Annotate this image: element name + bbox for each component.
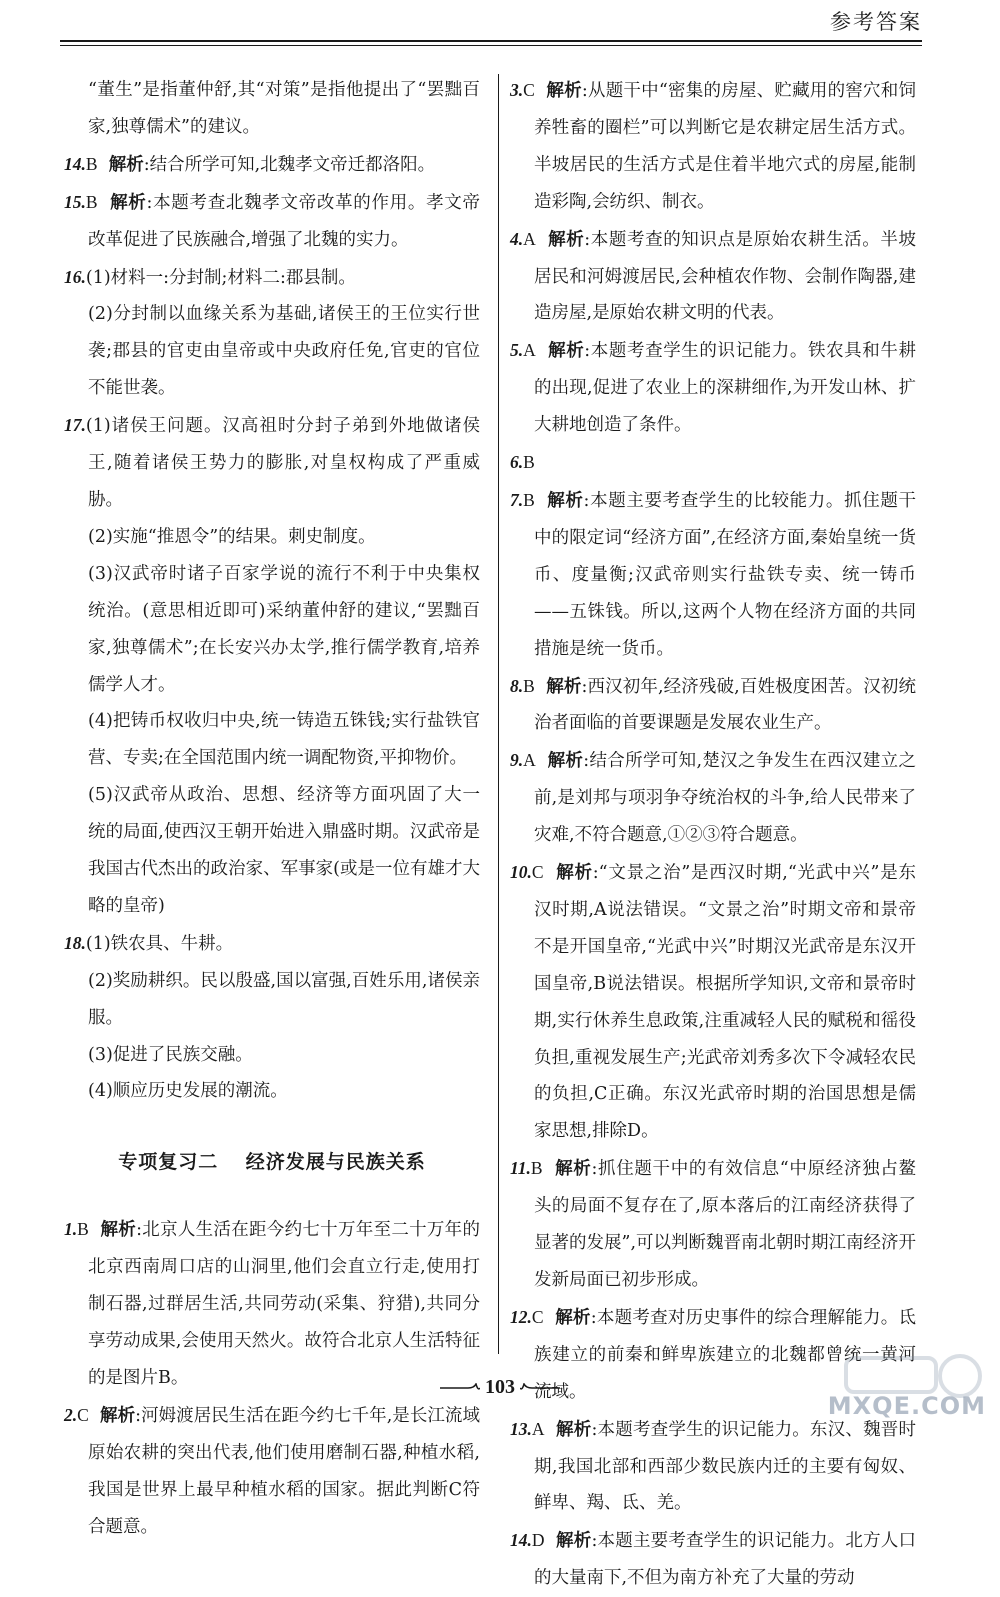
page-number: 103 bbox=[485, 1376, 515, 1398]
watermark-text: MXQE.COM bbox=[827, 1392, 986, 1420]
answer-8: 8.B 解析:西汉初年,经济残破,百姓极度困苦。汉初统治者面临的首要课题是发展农业生产。 bbox=[510, 675, 917, 734]
answer-17-part-3: (3)汉武帝时诸子百家学说的流行不利于中央集权统治。(意思相近即可)采纳董仲舒的建议,“罢黜百家,独尊儒术”;在长安兴办太学,推行儒学教育,培养儒学人才。 bbox=[88, 563, 480, 695]
answer-16: 16.(1)材料一:分封制;材料二:郡县制。 bbox=[64, 266, 356, 288]
answer-18-part-4: (4)顺应历史发展的潮流。 bbox=[88, 1081, 288, 1102]
right-flourish-icon bbox=[520, 1383, 560, 1393]
answer-18-part-2: (2)奖励耕织。民以殷盛,国以富强,百姓乐用,诸侯亲服。 bbox=[88, 970, 480, 1028]
header-rule-thin bbox=[60, 45, 922, 46]
answer-4: 4.A 解析:本题考查的知识点是原始农耕生活。半坡居民和河姆渡居民,会种植农作物、会制作陶器,建造房屋,是原始农耕文明的代表。 bbox=[510, 228, 916, 324]
answer-9: 9.A 解析:结合所学可知,楚汉之争发生在西汉建立之前,是刘邦与项羽争夺统治权的斗争,给人民带来了灾难,不符合题意,①②③符合题意。 bbox=[510, 750, 916, 846]
answer-12: 12.C 解析:本题考查对历史事件的综合理解能力。氐族建立的前秦和鲜卑族建立的北魏都曾统一黄河流域。 bbox=[510, 1306, 916, 1402]
answer-11: 11.B 解析:抓住题干中的有效信息“中原经济独占鳌头的局面不复存在了,原本落后的江南经济获得了显著的发展”,可以判断魏晋南北朝时期江南经济开发新局面已初步形成。 bbox=[510, 1158, 917, 1290]
left-flourish-icon bbox=[440, 1383, 480, 1393]
left-column bbox=[64, 72, 480, 1545]
section-heading: 专项复习二 经济发展与民族关系 bbox=[118, 1151, 426, 1174]
answer-14-right: 14.D 解析:本题主要考查学生的识记能力。北方人口的大量南下,不但为南方补充了大量的劳动 bbox=[510, 1530, 916, 1589]
answer-3: 3.C 解析:从题干中“密集的房屋、贮藏用的窖穴和饲养牲畜的圈栏”可以判断它是农耕定居生活方式。半坡居民的生活方式是住着半地穴式的房屋,能制造彩陶,会纺织、制衣。 bbox=[510, 80, 916, 212]
answer-1: 1.B 解析:北京人生活在距今约七十万年至二十万年的北京西南周口店的山洞里,他们会直立行走,使用打制石器,过群居生活,共同劳动(采集、狩猎),共同分享劳动成果,会使用天然火。故符合北京人生活特征的是图片B。 bbox=[64, 1219, 480, 1388]
answer-18: 18.(1)铁农具、牛耕。 bbox=[64, 932, 234, 954]
answer-13: 13.A 解析:本题考查学生的识记能力。东汉、魏晋时期,我国北部和西部少数民族内迁的主要有匈奴、鲜卑、羯、氐、羌。 bbox=[510, 1418, 916, 1514]
header-rule bbox=[60, 40, 922, 42]
column-divider bbox=[498, 74, 499, 1354]
header-title: 参考答案 bbox=[830, 10, 922, 34]
answer-15: 15.B 解析:本题考查北魏孝文帝改革的作用。孝文帝改革促进了民族融合,增强了北魏的实力。 bbox=[64, 191, 480, 250]
answer-2: 2.C 解析:河姆渡居民生活在距今约七千年,是长江流域原始农耕的突出代表,他们使用磨制石器,种植水稻,我国是世界上最早种植水稻的国家。据此判断C符合题意。 bbox=[64, 1404, 480, 1537]
answer-17-part-4: (4)把铸币权收归中央,统一铸造五铢钱;实行盐铁官营、专卖;在全国范围内统一调配物资,平抑物价。 bbox=[88, 711, 480, 769]
continued-paragraph: “董生”是指董仲舒,其“对策”是指他提出了“罢黜百家,独尊儒术”的建议。 bbox=[88, 80, 480, 137]
answer-14: 14.B 解析:结合所学可知,北魏孝文帝迁都洛阳。 bbox=[64, 153, 436, 175]
answer-6: 6.B bbox=[510, 452, 535, 473]
answer-18-part-3: (3)促进了民族交融。 bbox=[88, 1044, 253, 1065]
answer-5: 5.A 解析:本题考查学生的识记能力。铁农具和牛耕的出现,促进了农业上的深耕细作,为开发山林、扩大耕地创造了条件。 bbox=[510, 340, 916, 436]
answer-7: 7.B 解析:本题主要考查学生的比较能力。抓住题干中的限定词“经济方面”,在经济方面,秦始皇统一货币、度量衡;汉武帝则实行盐铁专卖、统一铸币——五铢钱。所以,这两个人物在经济方面的共同措施是统一货币。 bbox=[510, 489, 916, 659]
answer-10: 10.C 解析:“文景之治”是西汉时期,“光武中兴”是东汉时期,A说法错误。“文景之治”时期文帝和景帝不是开国皇帝,“光武中兴”时期汉光武帝是东汉开国皇帝,B说法错误。根据所学知识,文帝和景帝时期,实行休养生息政策,注重减轻人民的赋税和徭役负担,重视发展生产;光武帝刘秀多次下令减轻农民的负担,C正确。东汉光武帝时期的治国思想是儒家思想,排除D。 bbox=[510, 862, 917, 1142]
answer-17-part-2: (2)实施“推恩令”的结果。刺史制度。 bbox=[88, 526, 376, 547]
answer-17-part-5: (5)汉武帝从政治、思想、经济等方面巩固了大一统的局面,使西汉王朝开始进入鼎盛时期。汉武帝是我国古代杰出的政治家、军事家(或是一位有雄才大略的皇帝) bbox=[88, 785, 480, 916]
answer-16-part-2: (2)分封制以血缘关系为基础,诸侯王的王位实行世袭;郡县的官吏由皇帝或中央政府任免,官吏的官位不能世袭。 bbox=[88, 304, 480, 399]
answer-17: 17.(1)诸侯王问题。汉高祖时分封子弟到外地做诸侯王,随着诸侯王势力的膨胀,对皇权构成了严重威胁。 bbox=[64, 415, 480, 510]
